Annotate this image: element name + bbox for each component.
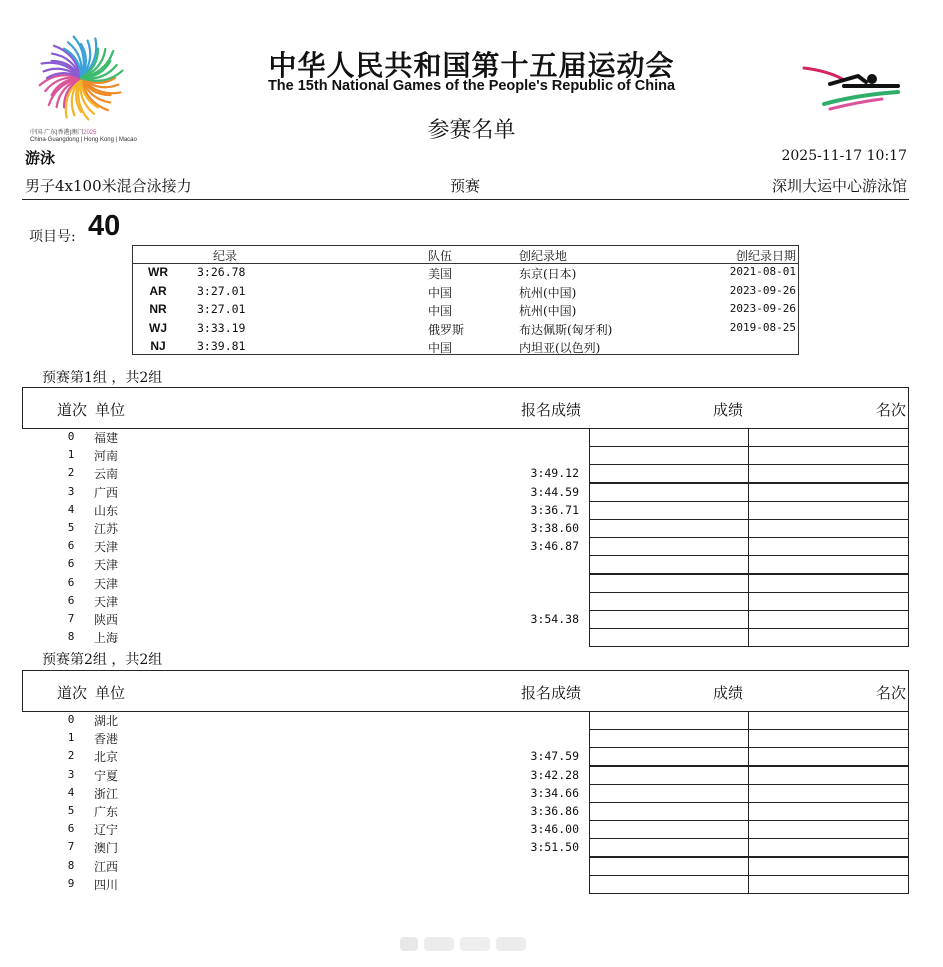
lane-number: 2 bbox=[67, 466, 75, 480]
team-name: 山东 bbox=[94, 503, 119, 518]
record-row bbox=[133, 338, 798, 356]
rank-cell bbox=[749, 838, 909, 857]
event-number-label: 项目号: bbox=[29, 229, 76, 245]
heat-2-title: 预赛第2组 ，共2组 bbox=[42, 652, 163, 668]
table-row bbox=[22, 784, 909, 802]
team-name: 陕西 bbox=[94, 612, 119, 627]
rank-cell bbox=[749, 519, 909, 538]
logo-caption-en: China·Guangdong | Hong Kong | Macao bbox=[30, 137, 137, 143]
team-name: 天津 bbox=[94, 594, 119, 609]
table-row bbox=[22, 747, 909, 765]
table-row bbox=[22, 838, 909, 856]
records-header-team: 队伍 bbox=[428, 249, 453, 263]
entry-time: 3:54.38 bbox=[530, 611, 579, 626]
result-cell bbox=[589, 766, 749, 785]
team-name: 广东 bbox=[94, 804, 119, 819]
lane-number: 3 bbox=[67, 484, 75, 498]
entry-time: 3:44.59 bbox=[530, 484, 579, 499]
logo-caption-year: 2025 bbox=[83, 130, 97, 136]
team-name: 上海 bbox=[94, 631, 119, 646]
table-row bbox=[22, 857, 909, 875]
table-row bbox=[22, 519, 909, 537]
table-row bbox=[22, 820, 909, 838]
result-cell bbox=[589, 747, 749, 766]
result-cell bbox=[589, 802, 749, 821]
table-row bbox=[22, 446, 909, 464]
table-row bbox=[22, 537, 909, 555]
table-row bbox=[22, 501, 909, 519]
result-cell bbox=[589, 820, 749, 839]
record-code: AR bbox=[149, 283, 167, 298]
records-header-record: 纪录 bbox=[213, 249, 238, 263]
lane-number: 4 bbox=[67, 502, 75, 516]
record-place: 东京(日本) bbox=[519, 267, 577, 281]
record-date: 2019-08-25 bbox=[729, 320, 796, 334]
result-cell bbox=[589, 592, 749, 611]
lane-number: 5 bbox=[67, 520, 75, 534]
record-time: 3:39.81 bbox=[197, 339, 246, 353]
heat-2-rows bbox=[22, 711, 909, 893]
result-cell bbox=[589, 428, 749, 447]
result-cell bbox=[589, 446, 749, 465]
column-unit: 单位 bbox=[95, 401, 126, 419]
result-cell bbox=[589, 838, 749, 857]
record-place: 杭州(中国) bbox=[519, 304, 577, 318]
column-lane: 道次 bbox=[57, 684, 88, 702]
record-team: 中国 bbox=[428, 341, 453, 355]
rank-cell bbox=[749, 766, 909, 785]
record-code: NJ bbox=[150, 339, 166, 353]
team-name: 江苏 bbox=[94, 521, 119, 536]
entry-time: 3:36.86 bbox=[530, 803, 579, 818]
entry-time: 3:51.50 bbox=[530, 840, 579, 855]
rank-cell bbox=[749, 574, 909, 593]
lane-number: 0 bbox=[67, 713, 75, 726]
team-name: 湖北 bbox=[94, 714, 119, 728]
record-date: 2023-09-26 bbox=[729, 283, 796, 297]
venue-name: 深圳大运中心游泳馆 bbox=[771, 177, 907, 195]
rank-cell bbox=[749, 446, 909, 465]
heat-1-rows bbox=[22, 428, 909, 646]
sport-name: 游泳 bbox=[25, 149, 56, 167]
lane-number: 5 bbox=[67, 803, 75, 817]
lane-number: 2 bbox=[67, 749, 75, 763]
team-name: 江西 bbox=[94, 859, 119, 874]
rank-cell bbox=[749, 820, 909, 839]
rank-cell bbox=[749, 610, 909, 629]
lane-number: 0 bbox=[67, 430, 75, 443]
lane-number: 9 bbox=[67, 876, 75, 890]
record-code: WJ bbox=[149, 320, 167, 335]
result-cell bbox=[589, 857, 749, 876]
team-name: 广西 bbox=[94, 485, 119, 500]
record-team: 美国 bbox=[428, 267, 453, 281]
rank-cell bbox=[749, 875, 909, 894]
result-cell bbox=[589, 555, 749, 574]
team-name: 云南 bbox=[94, 467, 119, 482]
column-result: 成绩 bbox=[713, 684, 744, 702]
document-title: 参赛名单 bbox=[427, 118, 516, 143]
lane-number: 4 bbox=[67, 785, 75, 799]
column-entry-time: 报名成绩 bbox=[521, 684, 582, 702]
lane-number: 6 bbox=[67, 822, 75, 836]
lane-number: 1 bbox=[67, 448, 75, 462]
team-name: 辽宁 bbox=[94, 823, 119, 838]
round-name: 预赛 bbox=[450, 177, 481, 195]
record-time: 3:26.78 bbox=[197, 265, 246, 279]
record-date: 2023-09-26 bbox=[729, 302, 796, 315]
result-cell bbox=[589, 784, 749, 803]
table-row bbox=[22, 592, 909, 610]
entry-time: 3:38.60 bbox=[530, 520, 579, 535]
rank-cell bbox=[749, 802, 909, 821]
team-name: 福建 bbox=[94, 431, 119, 445]
table-row bbox=[22, 610, 909, 628]
record-place: 杭州(中国) bbox=[519, 285, 577, 300]
entry-time: 3:36.71 bbox=[530, 502, 579, 517]
lane-number: 7 bbox=[67, 840, 75, 854]
swimming-pictogram-icon bbox=[800, 62, 905, 112]
rank-cell bbox=[749, 501, 909, 520]
result-cell bbox=[589, 729, 749, 748]
record-team: 中国 bbox=[428, 304, 453, 318]
team-name: 浙江 bbox=[94, 786, 119, 801]
record-team: 中国 bbox=[428, 285, 453, 300]
record-code: WR bbox=[148, 265, 168, 279]
table-row bbox=[22, 802, 909, 820]
record-row bbox=[133, 264, 798, 282]
entry-time: 3:42.28 bbox=[530, 767, 579, 782]
records-header-place: 创纪录地 bbox=[519, 249, 568, 263]
entry-time: 3:34.66 bbox=[530, 785, 579, 800]
record-code: NR bbox=[149, 302, 167, 316]
team-name: 天津 bbox=[94, 558, 119, 573]
table-row bbox=[22, 464, 909, 482]
record-row bbox=[133, 320, 798, 338]
column-rank: 名次 bbox=[875, 684, 906, 702]
rank-cell bbox=[749, 428, 909, 447]
header-divider bbox=[22, 199, 909, 200]
lane-number: 1 bbox=[67, 731, 75, 745]
table-row bbox=[22, 729, 909, 747]
result-cell bbox=[589, 483, 749, 502]
watermark-blur bbox=[400, 933, 540, 955]
record-place: 内坦亚(以色列) bbox=[519, 341, 601, 355]
record-time: 3:33.19 bbox=[197, 320, 246, 335]
result-cell bbox=[589, 519, 749, 538]
lane-number: 8 bbox=[67, 630, 75, 644]
result-cell bbox=[589, 711, 749, 730]
team-name: 北京 bbox=[94, 750, 119, 765]
records-header-date: 创纪录日期 bbox=[735, 249, 796, 263]
team-name: 天津 bbox=[94, 576, 119, 591]
team-name: 四川 bbox=[94, 877, 119, 892]
records-table bbox=[132, 245, 799, 355]
record-date: 2021-08-01 bbox=[729, 265, 796, 278]
team-name: 天津 bbox=[94, 540, 119, 555]
record-time: 3:27.01 bbox=[197, 302, 246, 316]
games-title-en: The 15th National Games of the People's Republic of China bbox=[267, 78, 676, 94]
rank-cell bbox=[749, 729, 909, 748]
result-cell bbox=[589, 610, 749, 629]
result-cell bbox=[589, 628, 749, 647]
team-name: 宁夏 bbox=[94, 768, 119, 783]
record-row bbox=[133, 283, 798, 301]
entry-time: 3:46.00 bbox=[530, 822, 579, 837]
team-name: 河南 bbox=[94, 449, 119, 464]
record-team: 俄罗斯 bbox=[428, 322, 465, 337]
lane-number: 7 bbox=[67, 611, 75, 625]
lane-number: 8 bbox=[67, 858, 75, 872]
lane-number: 6 bbox=[67, 593, 75, 607]
logo-caption-cn: 中国·广东|香港|澳门 bbox=[30, 130, 84, 136]
rank-cell bbox=[749, 464, 909, 483]
rank-cell bbox=[749, 784, 909, 803]
column-lane: 道次 bbox=[57, 401, 88, 419]
column-rank: 名次 bbox=[875, 401, 906, 419]
rank-cell bbox=[749, 628, 909, 647]
rank-cell bbox=[749, 857, 909, 876]
result-cell bbox=[589, 875, 749, 894]
print-datetime: 2025-11-17 10:17 bbox=[781, 148, 907, 164]
team-name: 澳门 bbox=[94, 841, 119, 856]
column-unit: 单位 bbox=[95, 684, 126, 702]
entry-time: 3:47.59 bbox=[530, 749, 579, 764]
rank-cell bbox=[749, 711, 909, 730]
table-row bbox=[22, 574, 909, 592]
result-cell bbox=[589, 537, 749, 556]
rank-cell bbox=[749, 537, 909, 556]
rank-cell bbox=[749, 555, 909, 574]
games-title-cn: 中华人民共和国第十五届运动会 bbox=[268, 49, 675, 82]
lane-number: 6 bbox=[67, 557, 75, 571]
table-row bbox=[22, 428, 909, 446]
table-row bbox=[22, 766, 909, 784]
entry-time: 3:49.12 bbox=[530, 466, 579, 481]
column-result: 成绩 bbox=[713, 401, 744, 419]
lane-number: 6 bbox=[67, 539, 75, 553]
team-name: 香港 bbox=[94, 732, 119, 747]
entry-time: 3:46.87 bbox=[530, 539, 579, 554]
column-entry-time: 报名成绩 bbox=[521, 401, 582, 419]
records-header bbox=[133, 246, 798, 264]
heat-2-header bbox=[22, 670, 909, 712]
rank-cell bbox=[749, 747, 909, 766]
table-row bbox=[22, 875, 909, 893]
heat-1-header bbox=[22, 387, 909, 429]
table-row bbox=[22, 628, 909, 646]
lane-number: 6 bbox=[67, 575, 75, 589]
result-cell bbox=[589, 501, 749, 520]
record-place: 布达佩斯(匈牙利) bbox=[519, 322, 613, 337]
result-cell bbox=[589, 464, 749, 483]
record-row bbox=[133, 301, 798, 319]
heat-1-title: 预赛第1组 ，共2组 bbox=[42, 370, 163, 386]
table-row bbox=[22, 483, 909, 501]
rank-cell bbox=[749, 592, 909, 611]
event-number: 40 bbox=[88, 210, 121, 242]
event-name: 男子4x100米混合泳接力 bbox=[25, 177, 192, 195]
table-row bbox=[22, 555, 909, 573]
lane-number: 3 bbox=[67, 767, 75, 781]
record-time: 3:27.01 bbox=[197, 283, 246, 298]
table-row bbox=[22, 711, 909, 729]
result-cell bbox=[589, 574, 749, 593]
rank-cell bbox=[749, 483, 909, 502]
